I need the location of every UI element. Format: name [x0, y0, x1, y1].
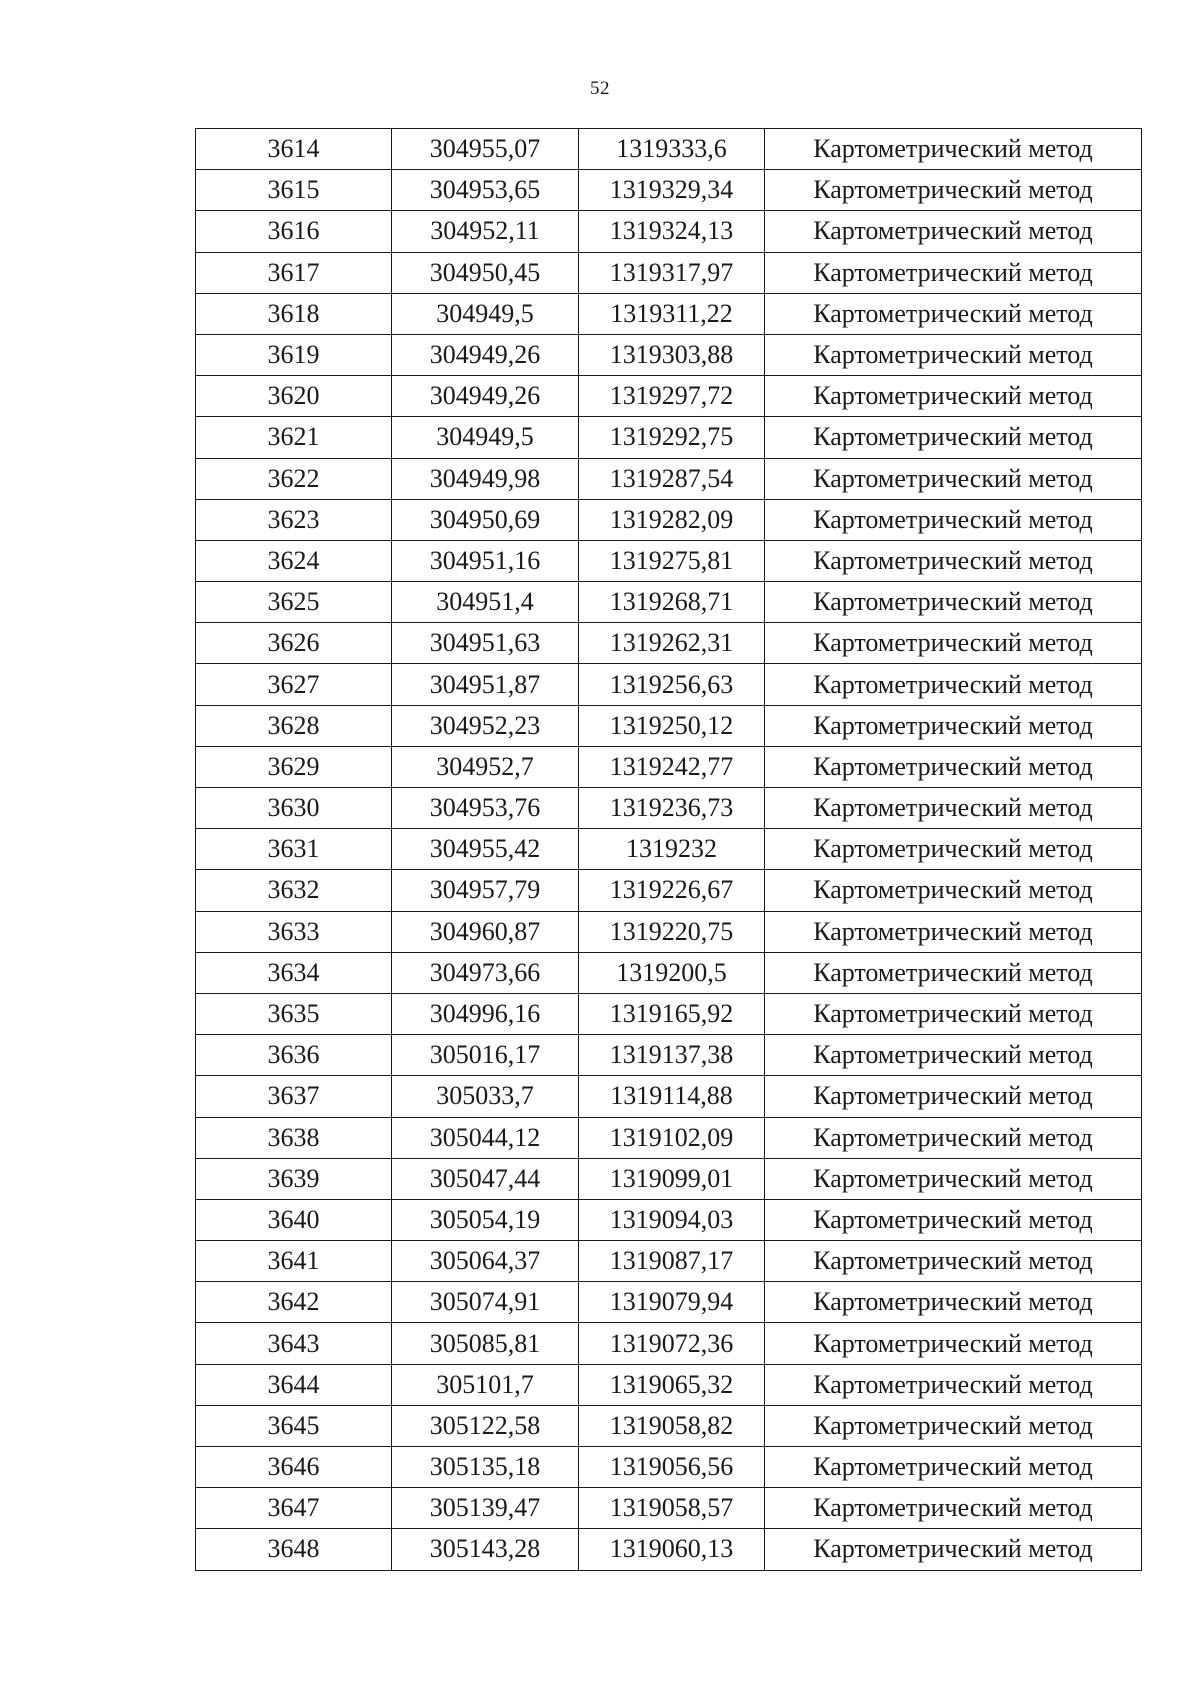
- table-row: [196, 1364, 1142, 1405]
- method-cell: Картометрический метод: [765, 170, 1142, 211]
- method-cell: Картометрический метод: [765, 1282, 1142, 1323]
- table-row: [196, 499, 1142, 540]
- table-row: [196, 293, 1142, 334]
- x-coordinate-cell: 305135,18: [392, 1447, 579, 1488]
- method-cell: Картометрический метод: [765, 705, 1142, 746]
- table-row: [196, 1323, 1142, 1364]
- y-coordinate-cell: 1319297,72: [579, 376, 765, 417]
- method-cell: Картометрический метод: [765, 952, 1142, 993]
- table-row: [196, 1241, 1142, 1282]
- table-row: [196, 582, 1142, 623]
- point-number-cell: 3645: [196, 1405, 392, 1446]
- method-cell: Картометрический метод: [765, 376, 1142, 417]
- x-coordinate-cell: 305044,12: [392, 1117, 579, 1158]
- table-row: [196, 376, 1142, 417]
- method-cell: Картометрический метод: [765, 623, 1142, 664]
- x-coordinate-cell: 305101,7: [392, 1364, 579, 1405]
- point-number-cell: 3640: [196, 1199, 392, 1240]
- point-number-cell: 3639: [196, 1158, 392, 1199]
- point-number-cell: 3629: [196, 746, 392, 787]
- point-number-cell: 3619: [196, 334, 392, 375]
- method-cell: Картометрический метод: [765, 746, 1142, 787]
- table-row: [196, 664, 1142, 705]
- method-cell: Картометрический метод: [765, 582, 1142, 623]
- method-cell: Картометрический метод: [765, 664, 1142, 705]
- x-coordinate-cell: 305122,58: [392, 1405, 579, 1446]
- point-number-cell: 3644: [196, 1364, 392, 1405]
- table-row: [196, 1199, 1142, 1240]
- y-coordinate-cell: 1319242,77: [579, 746, 765, 787]
- method-cell: Картометрический метод: [765, 1323, 1142, 1364]
- x-coordinate-cell: 305054,19: [392, 1199, 579, 1240]
- point-number-cell: 3634: [196, 952, 392, 993]
- x-coordinate-cell: 304957,79: [392, 870, 579, 911]
- y-coordinate-cell: 1319137,38: [579, 1035, 765, 1076]
- y-coordinate-cell: 1319324,13: [579, 211, 765, 252]
- x-coordinate-cell: 304952,7: [392, 746, 579, 787]
- table-row: [196, 1076, 1142, 1117]
- table-row: [196, 417, 1142, 458]
- method-cell: Картометрический метод: [765, 911, 1142, 952]
- y-coordinate-cell: 1319060,13: [579, 1529, 765, 1570]
- x-coordinate-cell: 304996,16: [392, 993, 579, 1034]
- method-cell: Картометрический метод: [765, 993, 1142, 1034]
- x-coordinate-cell: 304949,26: [392, 376, 579, 417]
- y-coordinate-cell: 1319087,17: [579, 1241, 765, 1282]
- x-coordinate-cell: 304951,63: [392, 623, 579, 664]
- table-row: [196, 1488, 1142, 1529]
- y-coordinate-cell: 1319165,92: [579, 993, 765, 1034]
- method-cell: Картометрический метод: [765, 334, 1142, 375]
- table-row: [196, 1447, 1142, 1488]
- y-coordinate-cell: 1319236,73: [579, 788, 765, 829]
- table-row: [196, 540, 1142, 581]
- x-coordinate-cell: 304951,87: [392, 664, 579, 705]
- point-number-cell: 3628: [196, 705, 392, 746]
- method-cell: Картометрический метод: [765, 829, 1142, 870]
- method-cell: Картометрический метод: [765, 1364, 1142, 1405]
- x-coordinate-cell: 305143,28: [392, 1529, 579, 1570]
- coordinates-table: [195, 128, 1142, 1571]
- x-coordinate-cell: 304960,87: [392, 911, 579, 952]
- y-coordinate-cell: 1319292,75: [579, 417, 765, 458]
- point-number-cell: 3647: [196, 1488, 392, 1529]
- point-number-cell: 3616: [196, 211, 392, 252]
- point-number-cell: 3643: [196, 1323, 392, 1364]
- x-coordinate-cell: 304950,45: [392, 252, 579, 293]
- x-coordinate-cell: 304953,65: [392, 170, 579, 211]
- x-coordinate-cell: 304955,07: [392, 129, 579, 170]
- point-number-cell: 3636: [196, 1035, 392, 1076]
- table-row: [196, 1405, 1142, 1446]
- x-coordinate-cell: 304955,42: [392, 829, 579, 870]
- y-coordinate-cell: 1319232: [579, 829, 765, 870]
- y-coordinate-cell: 1319333,6: [579, 129, 765, 170]
- table-row: [196, 170, 1142, 211]
- coordinates-table-body: [196, 129, 1142, 1571]
- method-cell: Картометрический метод: [765, 293, 1142, 334]
- point-number-cell: 3641: [196, 1241, 392, 1282]
- y-coordinate-cell: 1319056,56: [579, 1447, 765, 1488]
- table-row: [196, 334, 1142, 375]
- x-coordinate-cell: 305064,37: [392, 1241, 579, 1282]
- x-coordinate-cell: 305085,81: [392, 1323, 579, 1364]
- table-row: [196, 870, 1142, 911]
- point-number-cell: 3615: [196, 170, 392, 211]
- x-coordinate-cell: 304952,11: [392, 211, 579, 252]
- table-row: [196, 1158, 1142, 1199]
- method-cell: Картометрический метод: [765, 1199, 1142, 1240]
- method-cell: Картометрический метод: [765, 1117, 1142, 1158]
- table-row: [196, 211, 1142, 252]
- y-coordinate-cell: 1319072,36: [579, 1323, 765, 1364]
- table-row: [196, 1117, 1142, 1158]
- y-coordinate-cell: 1319268,71: [579, 582, 765, 623]
- y-coordinate-cell: 1319058,57: [579, 1488, 765, 1529]
- x-coordinate-cell: 305139,47: [392, 1488, 579, 1529]
- point-number-cell: 3630: [196, 788, 392, 829]
- y-coordinate-cell: 1319250,12: [579, 705, 765, 746]
- x-coordinate-cell: 304952,23: [392, 705, 579, 746]
- point-number-cell: 3624: [196, 540, 392, 581]
- y-coordinate-cell: 1319317,97: [579, 252, 765, 293]
- point-number-cell: 3617: [196, 252, 392, 293]
- y-coordinate-cell: 1319275,81: [579, 540, 765, 581]
- table-row: [196, 911, 1142, 952]
- table-row: [196, 746, 1142, 787]
- point-number-cell: 3633: [196, 911, 392, 952]
- y-coordinate-cell: 1319079,94: [579, 1282, 765, 1323]
- table-row: [196, 788, 1142, 829]
- x-coordinate-cell: 304949,26: [392, 334, 579, 375]
- method-cell: Картометрический метод: [765, 788, 1142, 829]
- x-coordinate-cell: 305074,91: [392, 1282, 579, 1323]
- point-number-cell: 3632: [196, 870, 392, 911]
- method-cell: Картометрический метод: [765, 540, 1142, 581]
- point-number-cell: 3631: [196, 829, 392, 870]
- method-cell: Картометрический метод: [765, 458, 1142, 499]
- point-number-cell: 3638: [196, 1117, 392, 1158]
- point-number-cell: 3614: [196, 129, 392, 170]
- table-row: [196, 1529, 1142, 1570]
- x-coordinate-cell: 304949,5: [392, 293, 579, 334]
- point-number-cell: 3646: [196, 1447, 392, 1488]
- y-coordinate-cell: 1319311,22: [579, 293, 765, 334]
- y-coordinate-cell: 1319287,54: [579, 458, 765, 499]
- y-coordinate-cell: 1319262,31: [579, 623, 765, 664]
- method-cell: Картометрический метод: [765, 1488, 1142, 1529]
- table-row: [196, 952, 1142, 993]
- point-number-cell: 3625: [196, 582, 392, 623]
- method-cell: Картометрический метод: [765, 1405, 1142, 1446]
- method-cell: Картометрический метод: [765, 499, 1142, 540]
- table-row: [196, 705, 1142, 746]
- y-coordinate-cell: 1319303,88: [579, 334, 765, 375]
- x-coordinate-cell: 305033,7: [392, 1076, 579, 1117]
- table-row: [196, 252, 1142, 293]
- point-number-cell: 3622: [196, 458, 392, 499]
- x-coordinate-cell: 304951,16: [392, 540, 579, 581]
- point-number-cell: 3648: [196, 1529, 392, 1570]
- y-coordinate-cell: 1319329,34: [579, 170, 765, 211]
- table-row: [196, 829, 1142, 870]
- y-coordinate-cell: 1319200,5: [579, 952, 765, 993]
- point-number-cell: 3637: [196, 1076, 392, 1117]
- method-cell: Картометрический метод: [765, 1529, 1142, 1570]
- method-cell: Картометрический метод: [765, 1241, 1142, 1282]
- x-coordinate-cell: 305047,44: [392, 1158, 579, 1199]
- x-coordinate-cell: 304953,76: [392, 788, 579, 829]
- table-row: [196, 1035, 1142, 1076]
- table-row: [196, 1282, 1142, 1323]
- method-cell: Картометрический метод: [765, 129, 1142, 170]
- y-coordinate-cell: 1319114,88: [579, 1076, 765, 1117]
- point-number-cell: 3627: [196, 664, 392, 705]
- method-cell: Картометрический метод: [765, 870, 1142, 911]
- x-coordinate-cell: 305016,17: [392, 1035, 579, 1076]
- x-coordinate-cell: 304949,98: [392, 458, 579, 499]
- method-cell: Картометрический метод: [765, 1076, 1142, 1117]
- table-row: [196, 623, 1142, 664]
- y-coordinate-cell: 1319094,03: [579, 1199, 765, 1240]
- y-coordinate-cell: 1319099,01: [579, 1158, 765, 1199]
- method-cell: Картометрический метод: [765, 1447, 1142, 1488]
- x-coordinate-cell: 304949,5: [392, 417, 579, 458]
- y-coordinate-cell: 1319282,09: [579, 499, 765, 540]
- point-number-cell: 3642: [196, 1282, 392, 1323]
- method-cell: Картометрический метод: [765, 1035, 1142, 1076]
- x-coordinate-cell: 304951,4: [392, 582, 579, 623]
- table-row: [196, 129, 1142, 170]
- table-row: [196, 993, 1142, 1034]
- x-coordinate-cell: 304950,69: [392, 499, 579, 540]
- point-number-cell: 3621: [196, 417, 392, 458]
- page-number: 52: [590, 78, 610, 99]
- point-number-cell: 3623: [196, 499, 392, 540]
- y-coordinate-cell: 1319058,82: [579, 1405, 765, 1446]
- y-coordinate-cell: 1319226,67: [579, 870, 765, 911]
- y-coordinate-cell: 1319220,75: [579, 911, 765, 952]
- point-number-cell: 3635: [196, 993, 392, 1034]
- y-coordinate-cell: 1319102,09: [579, 1117, 765, 1158]
- point-number-cell: 3620: [196, 376, 392, 417]
- point-number-cell: 3618: [196, 293, 392, 334]
- y-coordinate-cell: 1319065,32: [579, 1364, 765, 1405]
- point-number-cell: 3626: [196, 623, 392, 664]
- y-coordinate-cell: 1319256,63: [579, 664, 765, 705]
- method-cell: Картометрический метод: [765, 1158, 1142, 1199]
- x-coordinate-cell: 304973,66: [392, 952, 579, 993]
- method-cell: Картометрический метод: [765, 252, 1142, 293]
- method-cell: Картометрический метод: [765, 417, 1142, 458]
- method-cell: Картометрический метод: [765, 211, 1142, 252]
- table-row: [196, 458, 1142, 499]
